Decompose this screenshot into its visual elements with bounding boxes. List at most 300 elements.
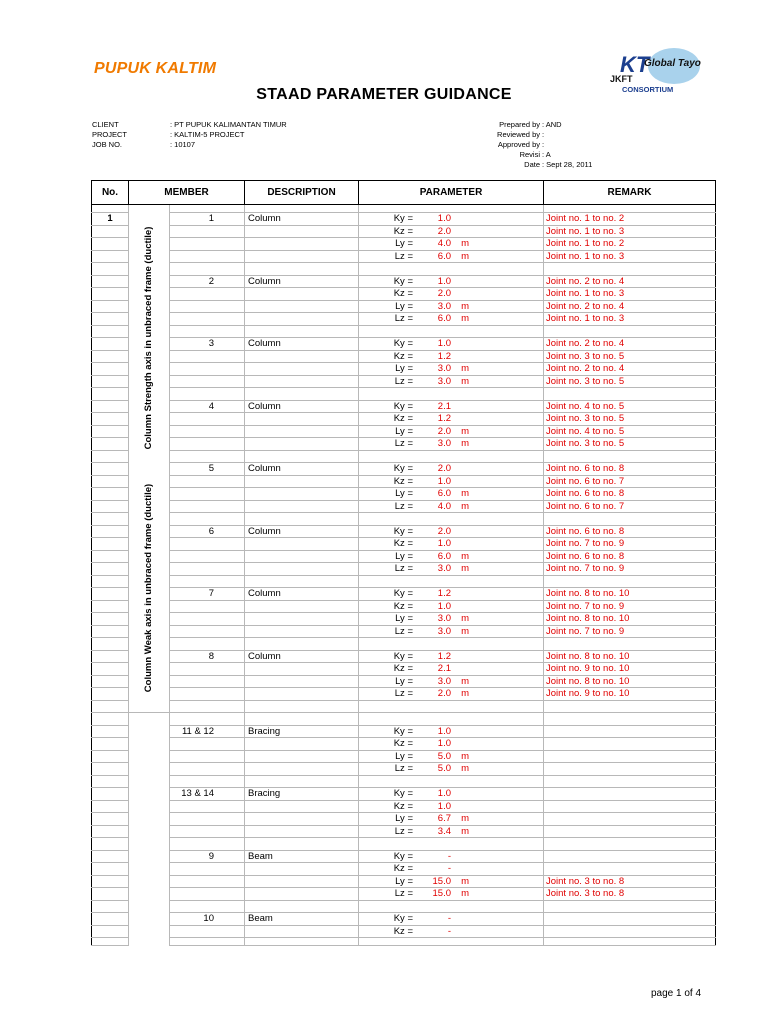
table-row (92, 738, 716, 751)
cell-no (92, 225, 129, 238)
cell-remark: Joint no. 8 to no. 10 (544, 613, 716, 626)
cell-no (92, 813, 129, 826)
cell-no (92, 450, 129, 463)
param-unit: m (461, 675, 469, 687)
cell-member (170, 313, 245, 326)
cell-desc (245, 238, 359, 251)
cell-desc (245, 938, 359, 946)
param-entry (359, 626, 543, 637)
cell-param (359, 675, 544, 688)
param-value: 6.0 (437, 550, 451, 562)
cell-remark (544, 575, 716, 588)
cell-member (170, 638, 245, 651)
cell-no (92, 763, 129, 776)
table-row (92, 213, 716, 226)
table-row (92, 250, 716, 263)
cell-member (170, 488, 245, 501)
cell-param (359, 838, 544, 851)
param-unit: m (461, 313, 469, 325)
cell-desc (245, 575, 359, 588)
cell-no (92, 238, 129, 251)
param-unit (457, 726, 469, 737)
table-row (92, 463, 716, 476)
cell-member (170, 300, 245, 313)
param-value: - (447, 925, 451, 937)
cell-param (359, 525, 544, 538)
cell-param (359, 775, 544, 788)
cell-desc: Column (245, 463, 359, 476)
cell-member (170, 513, 245, 526)
cell-member (170, 925, 245, 938)
param-label: Ky = (393, 275, 413, 287)
cell-member (170, 763, 245, 776)
param-value: 1.0 (437, 800, 451, 812)
cell-remark: Joint no. 1 to no. 2 (544, 213, 716, 226)
table-row (92, 888, 716, 901)
param-value: 3.0 (437, 675, 451, 687)
cell-remark: Joint no. 6 to no. 8 (544, 463, 716, 476)
cell-no (92, 563, 129, 576)
cell-remark: Joint no. 3 to no. 8 (544, 875, 716, 888)
cell-desc: Column (245, 400, 359, 413)
cell-param (359, 738, 544, 751)
cell-member (170, 838, 245, 851)
param-value: 2.0 (437, 688, 451, 700)
cell-param (359, 363, 544, 376)
param-label: Lz = (394, 763, 413, 775)
cell-member (170, 813, 245, 826)
cell-param (359, 438, 544, 451)
param-unit (457, 526, 469, 537)
cell-remark (544, 738, 716, 751)
cell-param (359, 425, 544, 438)
param-label: Kz = (393, 863, 413, 875)
param-entry (359, 788, 543, 799)
cell-member (170, 613, 245, 626)
client-label: CLIENT (92, 120, 119, 129)
cell-param (359, 225, 544, 238)
cell-no (92, 863, 129, 876)
param-label: Ky = (393, 338, 413, 350)
table-row (92, 625, 716, 638)
cell-desc (245, 763, 359, 776)
cell-member (170, 238, 245, 251)
param-label: Ky = (393, 400, 413, 412)
cell-remark: Joint no. 1 to no. 3 (544, 313, 716, 326)
param-entry (359, 913, 543, 924)
table-row (92, 813, 716, 826)
cell-no (92, 513, 129, 526)
cell-member (170, 700, 245, 713)
table-row (92, 750, 716, 763)
job-label: JOB NO. (92, 140, 123, 149)
cell-remark (544, 388, 716, 401)
cell-param (359, 338, 544, 351)
param-value: 2.1 (437, 663, 451, 675)
param-label: Ly = (395, 300, 413, 312)
date-value: : Sept 28, 2011 (542, 160, 593, 169)
cell-member (170, 888, 245, 901)
cell-remark (544, 263, 716, 276)
cell-group (129, 938, 170, 946)
cell-param (359, 900, 544, 913)
cell-desc (245, 500, 359, 513)
param-entry (359, 413, 543, 424)
param-unit: m (461, 750, 469, 762)
table-row (92, 225, 716, 238)
cell-desc (245, 425, 359, 438)
cell-no (92, 588, 129, 601)
table-header-row (92, 181, 716, 205)
cell-member (170, 575, 245, 588)
param-unit: m (461, 563, 469, 575)
cell-no (92, 350, 129, 363)
cell-param (359, 350, 544, 363)
param-entry (359, 338, 543, 349)
cell-param (359, 788, 544, 801)
revisi-label: Revisi (519, 150, 540, 159)
cell-no (92, 850, 129, 863)
cell-no (92, 838, 129, 851)
param-entry (359, 751, 543, 762)
cell-desc: Column (245, 588, 359, 601)
cell-member (170, 538, 245, 551)
param-label: Ky = (393, 650, 413, 662)
cell-no (92, 700, 129, 713)
cell-desc (245, 863, 359, 876)
param-unit: m (461, 888, 469, 900)
cell-group (129, 813, 170, 826)
cell-member (170, 825, 245, 838)
cell-no (92, 938, 129, 946)
table-row (92, 325, 716, 338)
cell-param (359, 600, 544, 613)
table-row (92, 938, 716, 946)
cell-remark: Joint no. 3 to no. 5 (544, 375, 716, 388)
param-value: 3.0 (437, 375, 451, 387)
cell-desc (245, 888, 359, 901)
cell-group (129, 875, 170, 888)
cell-desc (245, 775, 359, 788)
cell-remark: Joint no. 1 to no. 3 (544, 250, 716, 263)
cell-desc: Column (245, 275, 359, 288)
cell-param (359, 625, 544, 638)
cell-desc (245, 825, 359, 838)
cell-param (359, 375, 544, 388)
cell-param (359, 763, 544, 776)
table-row (92, 488, 716, 501)
param-value: - (447, 863, 451, 875)
cell-no (92, 463, 129, 476)
param-unit: m (461, 250, 469, 262)
cell-desc (245, 225, 359, 238)
cell-member: 8 (170, 650, 245, 663)
cell-no (92, 288, 129, 301)
cell-no (92, 738, 129, 751)
table-row (92, 275, 716, 288)
cell-no (92, 250, 129, 263)
cell-no (92, 875, 129, 888)
param-entry (359, 426, 543, 437)
cell-desc (245, 875, 359, 888)
cell-member: 13 & 14 (170, 788, 245, 801)
cell-no (92, 363, 129, 376)
cell-member: 9 (170, 850, 245, 863)
cell-remark (544, 825, 716, 838)
param-label: Ky = (393, 913, 413, 925)
param-label: Ky = (393, 788, 413, 800)
param-value: 1.0 (437, 338, 451, 350)
cell-group (129, 800, 170, 813)
cell-no (92, 800, 129, 813)
cell-no (92, 338, 129, 351)
param-entry (359, 851, 543, 862)
table-row (92, 388, 716, 401)
cell-param (359, 488, 544, 501)
cell-no (92, 900, 129, 913)
cell-remark: Joint no. 3 to no. 8 (544, 888, 716, 901)
param-unit: m (461, 375, 469, 387)
param-value: 1.2 (437, 413, 451, 425)
cell-desc (245, 925, 359, 938)
table-row (92, 788, 716, 801)
cell-no (92, 688, 129, 701)
cell-desc (245, 300, 359, 313)
cell-desc (245, 350, 359, 363)
param-label: Lz = (394, 563, 413, 575)
cell-desc: Column (245, 213, 359, 226)
cell-remark: Joint no. 2 to no. 4 (544, 338, 716, 351)
cell-member (170, 413, 245, 426)
cell-param (359, 638, 544, 651)
cell-desc (245, 613, 359, 626)
param-label: Ly = (395, 550, 413, 562)
cell-no (92, 275, 129, 288)
cell-member (170, 425, 245, 438)
cell-desc (245, 263, 359, 276)
table-row (92, 350, 716, 363)
param-value: 2.0 (437, 288, 451, 300)
param-unit: m (461, 813, 469, 825)
cell-group (129, 763, 170, 776)
param-unit (457, 338, 469, 349)
cell-remark: Joint no. 1 to no. 3 (544, 288, 716, 301)
param-label: Kz = (393, 288, 413, 300)
table-row (92, 700, 716, 713)
cell-param (359, 888, 544, 901)
info-values (170, 120, 287, 150)
param-label: Ly = (395, 675, 413, 687)
table-row (92, 925, 716, 938)
param-entry (359, 688, 543, 699)
parameter-table-body (92, 181, 716, 946)
cell-desc (245, 313, 359, 326)
cell-remark: Joint no. 9 to no. 10 (544, 663, 716, 676)
cell-member (170, 738, 245, 751)
param-entry (359, 863, 543, 874)
param-value: 6.7 (437, 813, 451, 825)
param-unit (457, 663, 469, 674)
cell-param (359, 650, 544, 663)
cell-desc (245, 388, 359, 401)
logo-right-mark: JKFT (610, 74, 633, 84)
param-value: 2.0 (437, 225, 451, 237)
cell-member (170, 475, 245, 488)
cell-member (170, 363, 245, 376)
cell-member: 11 & 12 (170, 725, 245, 738)
table-row (92, 500, 716, 513)
cell-no (92, 313, 129, 326)
pupuk-kaltim-logo (94, 60, 216, 78)
param-entry (359, 726, 543, 737)
cell-no (92, 388, 129, 401)
param-entry (359, 588, 543, 599)
param-entry (359, 551, 543, 562)
date-label: Date (524, 160, 540, 169)
param-value: 1.0 (437, 725, 451, 737)
svg-text:KT: KT (620, 52, 650, 77)
table-row (92, 450, 716, 463)
cell-param (359, 800, 544, 813)
param-value: 2.0 (437, 525, 451, 537)
cell-member (170, 750, 245, 763)
table-row (92, 525, 716, 538)
cell-remark (544, 800, 716, 813)
param-value: 2.0 (437, 463, 451, 475)
table-row (92, 375, 716, 388)
param-entry (359, 676, 543, 687)
param-label: Lz = (394, 888, 413, 900)
cell-remark (544, 725, 716, 738)
param-entry (359, 563, 543, 574)
prepared-value: : AND (542, 120, 562, 129)
param-label: Lz = (394, 375, 413, 387)
cell-member: 10 (170, 913, 245, 926)
param-entry (359, 251, 543, 262)
param-entry (359, 276, 543, 287)
table-row (92, 475, 716, 488)
cell-no (92, 438, 129, 451)
cell-remark: Joint no. 2 to no. 4 (544, 300, 716, 313)
table-row (92, 438, 716, 451)
logo-left-text: PUPUK KALTIM (94, 60, 217, 77)
table-row (92, 338, 716, 351)
cell-param (359, 825, 544, 838)
table-row (92, 563, 716, 576)
cell-desc (245, 800, 359, 813)
header-remark: REMARK (544, 181, 716, 205)
param-value: 1.2 (437, 588, 451, 600)
table-row (92, 538, 716, 551)
cell-no (92, 475, 129, 488)
cell-remark: Joint no. 6 to no. 7 (544, 475, 716, 488)
param-entry (359, 301, 543, 312)
param-value: 15.0 (432, 875, 451, 887)
table-row (92, 238, 716, 251)
param-value: 2.1 (437, 400, 451, 412)
param-value: 1.0 (437, 275, 451, 287)
param-label: Kz = (393, 225, 413, 237)
cell-member (170, 900, 245, 913)
table-row (92, 663, 716, 676)
param-value: 5.0 (437, 750, 451, 762)
group-label-weak-axis: Column Weak axis in unbraced frame (ductile) (143, 483, 154, 692)
cell-desc: Beam (245, 913, 359, 926)
cell-member (170, 325, 245, 338)
cell-member (170, 388, 245, 401)
cell-param (359, 450, 544, 463)
cell-param (359, 513, 544, 526)
table-row (92, 875, 716, 888)
cell-member (170, 450, 245, 463)
cell-no: 1 (92, 213, 129, 226)
project-label: PROJECT (92, 130, 128, 139)
cell-remark (544, 925, 716, 938)
param-value: 6.0 (437, 488, 451, 500)
cell-no (92, 425, 129, 438)
cell-member (170, 550, 245, 563)
param-label: Kz = (393, 413, 413, 425)
approved-value: : (542, 140, 545, 149)
cell-no (92, 663, 129, 676)
logo-right-text: Global Tayo (644, 58, 701, 69)
table-row (92, 300, 716, 313)
cell-desc (245, 438, 359, 451)
param-value: 2.0 (437, 425, 451, 437)
param-value: 3.0 (437, 438, 451, 450)
cell-member: 3 (170, 338, 245, 351)
cell-desc (245, 413, 359, 426)
param-entry (359, 501, 543, 512)
cell-member (170, 600, 245, 613)
cell-group (129, 850, 170, 863)
param-unit: m (461, 688, 469, 700)
cell-remark: Joint no. 4 to no. 5 (544, 425, 716, 438)
cell-param (359, 713, 544, 726)
cell-param (359, 875, 544, 888)
cell-desc (245, 688, 359, 701)
parameter-table (91, 180, 716, 946)
param-unit (457, 788, 469, 799)
param-value: 1.0 (437, 213, 451, 225)
param-label: Lz = (394, 825, 413, 837)
param-unit: m (461, 500, 469, 512)
cell-no (92, 625, 129, 638)
cell-desc (245, 363, 359, 376)
cell-remark: Joint no. 8 to no. 10 (544, 588, 716, 601)
cell-no (92, 613, 129, 626)
cell-member (170, 263, 245, 276)
param-unit (457, 463, 469, 474)
param-unit (457, 226, 469, 237)
cell-remark: Joint no. 6 to no. 8 (544, 488, 716, 501)
cell-no (92, 750, 129, 763)
cell-param (359, 913, 544, 926)
cell-no (92, 888, 129, 901)
param-entry (359, 226, 543, 237)
cell-desc (245, 838, 359, 851)
param-unit (457, 851, 469, 862)
cell-no (92, 300, 129, 313)
param-label: Ly = (395, 613, 413, 625)
cell-param (359, 250, 544, 263)
param-entry (359, 813, 543, 824)
param-unit (457, 738, 469, 749)
param-entry (359, 763, 543, 774)
param-entry (359, 401, 543, 412)
param-unit: m (461, 438, 469, 450)
cell-remark: Joint no. 3 to no. 5 (544, 413, 716, 426)
